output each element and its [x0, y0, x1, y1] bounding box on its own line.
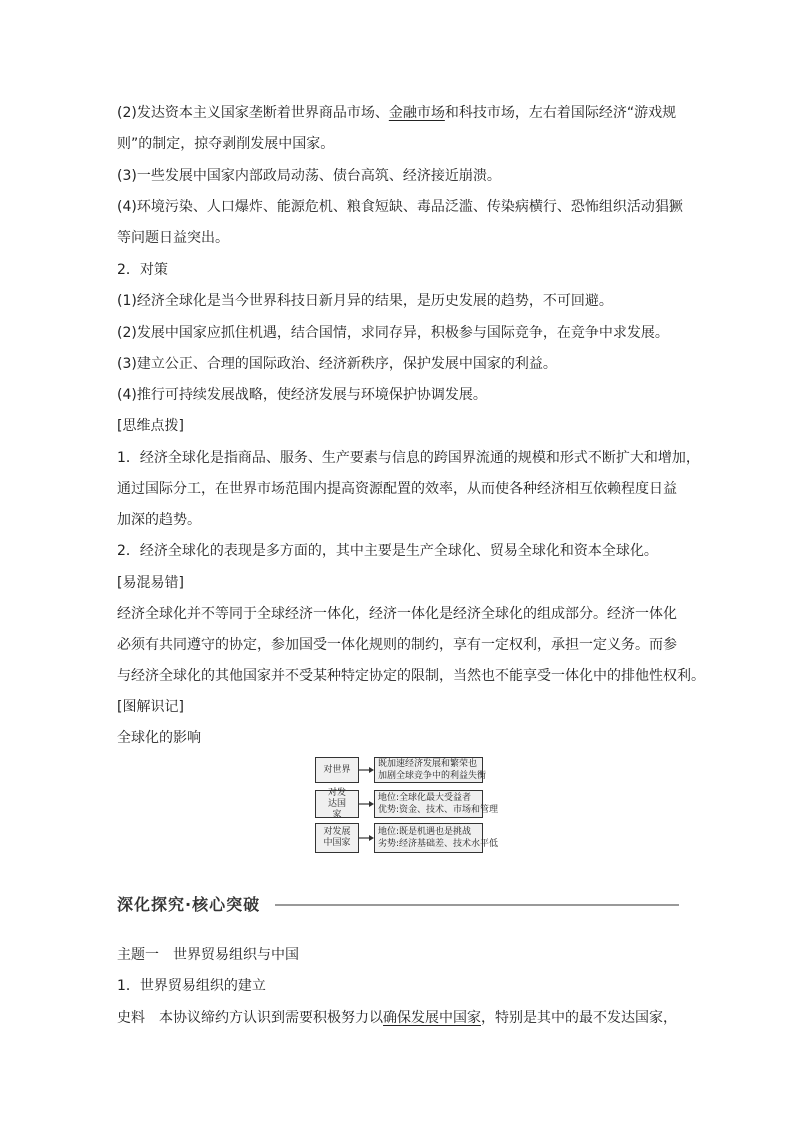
paragraph-line: (3)一些发展中国家内部政局动荡、债台高筑、经济接近崩溃。 — [117, 168, 501, 184]
historical-source-line — [117, 1008, 677, 1028]
diagram-desc-line: 既加速经济发展和繁荣也 — [378, 759, 478, 769]
heading-countermeasures: 2．对策 — [117, 262, 168, 278]
diagram-desc-line: 地位:既是机遇也是挑战 — [378, 827, 472, 837]
underlined-text: 金融市场 — [388, 105, 445, 121]
text: ，特别是其中的最不发达国家， — [481, 1010, 677, 1026]
diagram-desc-line: 加剧全球竞争中的利益失衡 — [378, 771, 487, 781]
diagram-label-developed — [315, 787, 359, 820]
diagram-label-text: 对发达国家 — [327, 787, 346, 820]
diagram-label-world: 对世界 — [315, 757, 359, 783]
paragraph-line: 经济全球化并不等同于全球经济一体化，经济一体化是经济全球化的组成部分。经济一体化 — [117, 606, 677, 622]
diagram-caption: 全球化的影响 — [117, 730, 201, 746]
diagram-desc-line: 劣势:经济基础差、技术水平低 — [378, 839, 499, 849]
text: 史料 本协议缔约方认识到需要积极努力以 — [117, 1010, 383, 1026]
diagram-desc-line: 地位:全球化最大受益者 — [378, 793, 472, 803]
arrow-right-icon — [359, 799, 374, 809]
diagram-label-text: 对发展中国家 — [323, 827, 351, 848]
tag-diagram-memory: [图解识记] — [117, 699, 184, 715]
diagram-desc-line: 优势:资金、技术、市场和管理 — [378, 805, 499, 815]
paragraph-line — [117, 103, 676, 123]
paragraph-line: 则”的制定，掠夺剥削发展中国家。 — [117, 136, 335, 152]
arrow-right-icon — [359, 833, 374, 843]
paragraph-line: (1)经济全球化是当今世界科技日新月异的结果，是历史发展的趋势，不可回避。 — [117, 293, 613, 309]
tag-thinking-tips: [思维点拨] — [117, 418, 184, 434]
text: (2)发达资本主义国家垄断着世界商品市场、 — [117, 105, 389, 121]
paragraph-line: 加深的趋势。 — [117, 512, 201, 528]
paragraph-line: (2)发展中国家应抓住机遇，结合国情，求同存异，积极参与国际竞争，在竞争中求发展。 — [117, 325, 669, 341]
diagram-desc-developing — [374, 823, 499, 853]
globalization-impact-diagram — [315, 757, 499, 853]
arrow-right-icon — [359, 765, 374, 775]
section-divider — [275, 904, 679, 906]
topic-subheading: 1．世界贸易组织的建立 — [117, 978, 266, 994]
text: 和科技市场，左右着国际经济“游戏规 — [444, 105, 677, 121]
paragraph-line: 与经济全球化的其他国家并不受某种特定协定的限制，当然也不能享受一体化中的排他性权利。 — [117, 668, 705, 684]
paragraph-line: 通过国际分工，在世界市场范围内提高资源配置的效率，从而使各种经济相互依赖程度日益 — [117, 481, 677, 497]
paragraph-line: (4)环境污染、人口爆炸、能源危机、粮食短缺、毒品泛滥、传染病横行、恐怖组织活动猖獗 — [117, 199, 683, 215]
paragraph-line: 2．经济全球化的表现是多方面的，其中主要是生产全球化、贸易全球化和资本全球化。 — [117, 543, 658, 559]
diagram-desc-world — [374, 757, 487, 783]
paragraph-line: 等问题日益突出。 — [117, 230, 229, 246]
diagram-desc-developed — [374, 790, 499, 818]
diagram-label-developing — [315, 823, 359, 853]
paragraph-line: 1．经济全球化是指商品、服务、生产要素与信息的跨国界流通的规模和形式不断扩大和增加， — [117, 450, 700, 466]
paragraph-line: (3)建立公正、合理的国际政治、经济新秩序，保护发展中国家的利益。 — [117, 356, 557, 372]
paragraph-line: 必须有共同遵守的协定，参加国受一体化规则的制约，享有一定权利，承担一定义务。而参 — [117, 637, 677, 653]
tag-easy-mistakes: [易混易错] — [117, 575, 184, 591]
section-title: 深化探究·核心突破 — [117, 895, 261, 914]
underlined-text: 确保发展中国家 — [383, 1010, 481, 1026]
paragraph-line: (4)推行可持续发展战略，使经济发展与环境保护协调发展。 — [117, 387, 487, 403]
topic-title: 主题一 世界贸易组织与中国 — [117, 947, 299, 963]
